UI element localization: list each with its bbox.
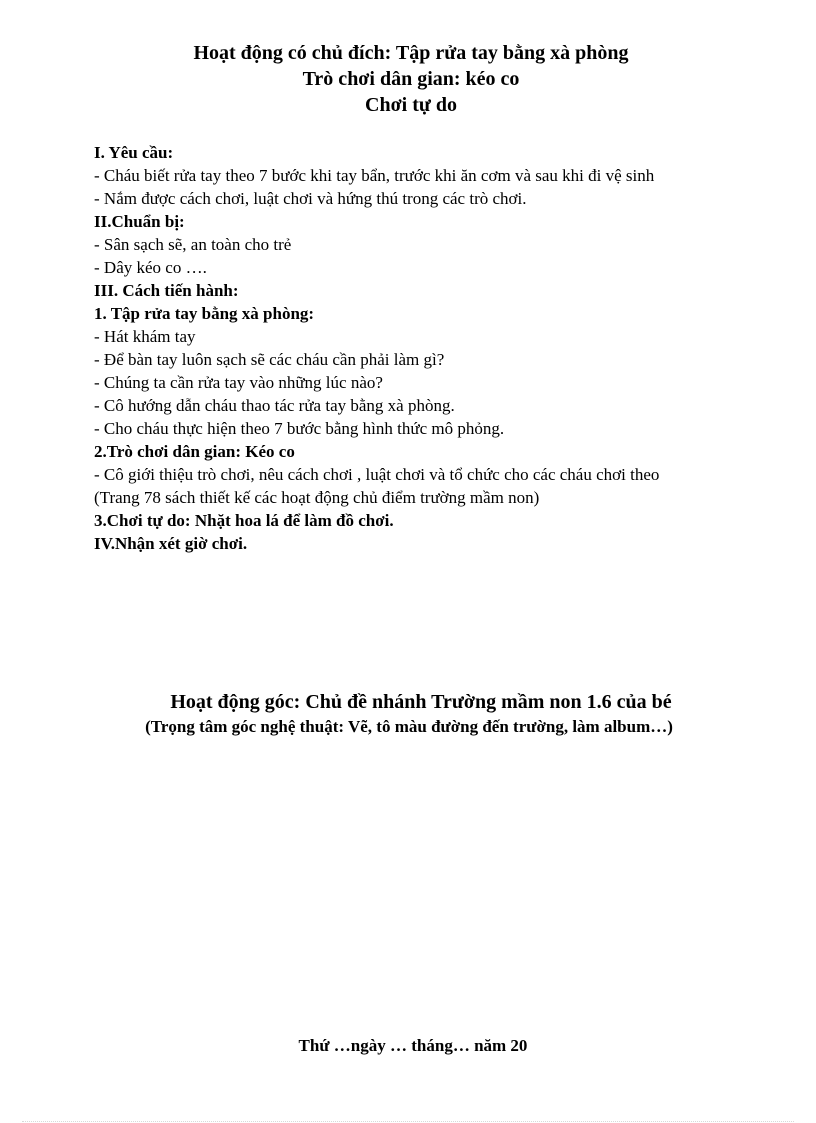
subsection-heading-folk-game: 2.Trò chơi dân gian: Kéo co — [94, 442, 295, 461]
title-line-1: Hoạt động có chủ đích: Tập rửa tay bằng xà phòng — [193, 42, 629, 64]
body-line: - Cháu biết rửa tay theo 7 bước khi tay bẩn, trước khi ăn cơm và sau khi đi vệ sinh — [94, 166, 655, 185]
section-heading-preparation: II.Chuẩn bị: — [94, 212, 185, 231]
corner-activity-subtitle: (Trọng tâm góc nghệ thuật: Vẽ, tô màu đường đến trường, làm album…) — [145, 717, 673, 736]
title-line-3: Chơi tự do — [365, 94, 457, 116]
document-title — [0, 40, 816, 118]
section-heading-review: IV.Nhận xét giờ chơi. — [94, 534, 248, 553]
body-line: - Dây kéo co …. — [94, 258, 207, 277]
body-line: - Chúng ta cần rửa tay vào những lúc nào? — [94, 373, 383, 392]
section-heading-requirements: I. Yêu cầu: — [94, 143, 174, 162]
corner-activity-title: Hoạt động góc: Chủ đề nhánh Trường mầm non 1.6 của bé — [170, 691, 672, 713]
lesson-body — [94, 141, 774, 555]
date-line: Thứ …ngày … tháng… năm 20 — [298, 1036, 528, 1055]
body-line: - Để bàn tay luôn sạch sẽ các cháu cần phải làm gì? — [94, 350, 445, 369]
body-line: - Nắm được cách chơi, luật chơi và hứng thú trong các trò chơi. — [94, 189, 527, 208]
body-line: - Cô giới thiệu trò chơi, nêu cách chơi , luật chơi và tổ chức cho các cháu chơi theo — [94, 465, 660, 484]
section-heading-procedure: III. Cách tiến hành: — [94, 281, 239, 300]
title-line-2: Trò chơi dân gian: kéo co — [302, 68, 520, 90]
body-line: - Sân sạch sẽ, an toàn cho trẻ — [94, 235, 292, 254]
body-line: - Cô hướng dẫn cháu thao tác rửa tay bằng xà phòng. — [94, 396, 455, 415]
subsection-heading-free-play: 3.Chơi tự do: Nhặt hoa lá để làm đồ chơi. — [94, 511, 394, 530]
body-line: - Cho cháu thực hiện theo 7 bước bằng hình thức mô phỏng. — [94, 419, 505, 438]
body-line: - Hát khám tay — [94, 327, 196, 346]
page-bottom-rule — [22, 1121, 794, 1122]
subsection-heading-handwashing: 1. Tập rửa tay bằng xà phòng: — [94, 304, 315, 323]
body-line: (Trang 78 sách thiết kế các hoạt động chủ điểm trường mầm non) — [94, 488, 540, 507]
